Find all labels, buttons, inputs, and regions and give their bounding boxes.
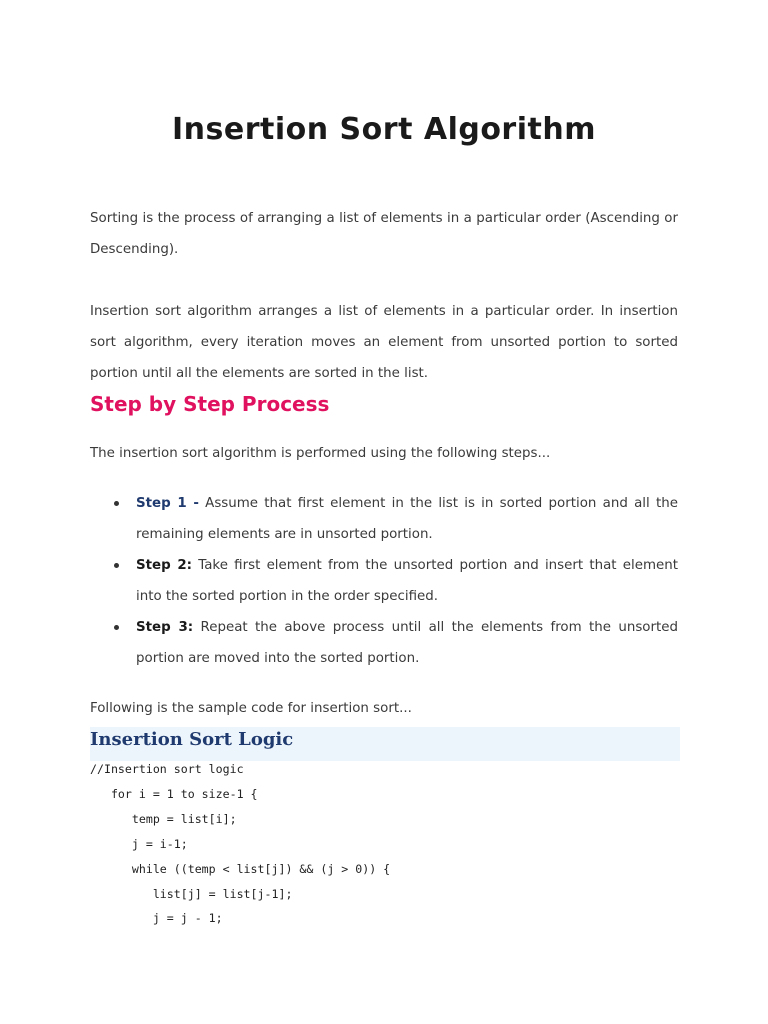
step-text: Assume that first element in the list is in sorted portion and all the remaining elements are in unsorted portion. bbox=[136, 496, 678, 542]
code-section-header bbox=[90, 727, 680, 761]
list-item bbox=[90, 612, 678, 674]
list-item bbox=[90, 488, 678, 550]
page-title: Insertion Sort Algorithm bbox=[172, 112, 596, 147]
code-line: j = j - 1; bbox=[90, 911, 223, 926]
code-line: while ((temp < list[j]) && (j > 0)) { bbox=[90, 861, 391, 876]
code-block bbox=[90, 757, 390, 931]
steps-lead-text: The insertion sort algorithm is performed using the following steps... bbox=[90, 446, 551, 461]
section-heading: Step by Step Process bbox=[90, 392, 330, 416]
code-line: for i = 1 to size-1 { bbox=[90, 786, 258, 801]
code-line: list[j] = list[j-1]; bbox=[90, 886, 293, 901]
code-line: //Insertion sort logic bbox=[90, 762, 244, 776]
step-text: Repeat the above process until all the elements from the unsorted portion are moved into the sorted portion. bbox=[136, 620, 678, 666]
intro-paragraph-sorting: Sorting is the process of arranging a list of elements in a particular order (Ascending or Descending). bbox=[90, 211, 678, 257]
code-intro-text: Following is the sample code for insertion sort... bbox=[90, 701, 412, 716]
step-label: Step 2: bbox=[136, 558, 193, 573]
code-line: temp = list[i]; bbox=[90, 811, 237, 826]
bullet-icon bbox=[114, 501, 119, 506]
step-label: Step 1 - bbox=[136, 496, 199, 511]
code-line: j = i-1; bbox=[90, 836, 188, 851]
step-label: Step 3: bbox=[136, 620, 194, 635]
bullet-icon bbox=[114, 625, 119, 630]
bullet-icon bbox=[114, 563, 119, 568]
steps-list bbox=[90, 488, 678, 674]
list-item bbox=[90, 550, 678, 612]
code-section-heading: Insertion Sort Logic bbox=[90, 729, 294, 750]
intro-paragraph-insertion: Insertion sort algorithm arranges a list of elements in a particular order. In insertion sort algorithm, every iteration moves an element from unsorted portion to sorted portion until all the elements are sorted in the list. bbox=[90, 304, 678, 381]
step-text: Take first element from the unsorted portion and insert that element into the sorted portion in the order specified. bbox=[136, 558, 679, 604]
